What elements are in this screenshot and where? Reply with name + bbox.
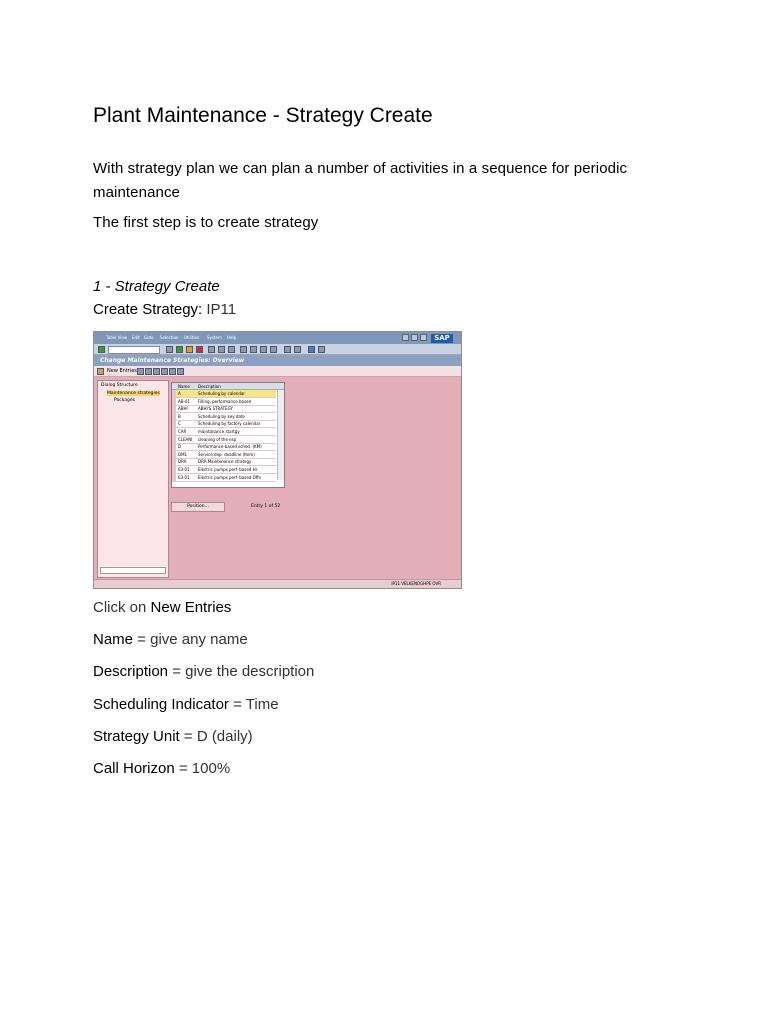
- help-icon[interactable]: [308, 346, 315, 353]
- copy-icon[interactable]: [137, 368, 144, 375]
- tcode: IP11: [202, 301, 237, 318]
- cell-name: AB-01: [178, 398, 191, 404]
- command-field[interactable]: [108, 346, 160, 354]
- new-entries-ref: New Entries: [150, 599, 232, 616]
- position-button[interactable]: Position...: [171, 502, 225, 512]
- screen-title: Change Maintenance Strategies: Overview: [100, 357, 245, 364]
- row-selector[interactable]: [172, 428, 176, 435]
- cell-description: Scheduling by calendar: [198, 391, 245, 396]
- cell-description: cleaning of the esp: [198, 436, 237, 442]
- row-selector[interactable]: [172, 443, 176, 450]
- page-title: Plant Maintenance - Strategy Create: [93, 104, 433, 127]
- field-line: [93, 760, 230, 777]
- exit-icon[interactable]: [186, 346, 193, 353]
- cell-description: Scheduling by factory calendar: [198, 421, 261, 427]
- click-prefix: Click on: [93, 599, 151, 616]
- field-value: = give the description: [168, 663, 315, 681]
- tree-title: Dialog Structure: [101, 383, 138, 388]
- menu-system[interactable]: System: [207, 335, 222, 340]
- select-block-icon[interactable]: [169, 368, 176, 375]
- sap-title-bar: [94, 355, 461, 366]
- select-all-icon[interactable]: [161, 368, 168, 375]
- menu-table-view[interactable]: Table View: [106, 335, 128, 340]
- field-value: = D (daily): [179, 727, 253, 745]
- tree-item-maintenance-strategies[interactable]: Maintenance strategies: [107, 391, 160, 396]
- find-icon[interactable]: [218, 346, 225, 353]
- cell-description: Electric pumps perf. based Hr: [198, 467, 258, 472]
- field-label: Name: [93, 631, 134, 648]
- row-selector[interactable]: [172, 451, 176, 458]
- field-label: Scheduling Indicator: [93, 695, 229, 713]
- field-value: = give any name: [133, 631, 248, 648]
- sap-application-toolbar: [94, 366, 461, 377]
- find-next-icon[interactable]: [228, 346, 235, 353]
- dialog-structure-tree: [97, 380, 169, 578]
- table-header: [172, 383, 284, 390]
- cell-description: maintanance startgy: [198, 429, 240, 434]
- save-icon[interactable]: [166, 346, 173, 353]
- field-line: [93, 663, 314, 680]
- cell-description: DRA Maintenance strategy: [198, 459, 252, 465]
- print-icon[interactable]: [208, 346, 215, 353]
- click-instruction: [93, 599, 231, 616]
- tree-item-packages[interactable]: Packages: [114, 398, 135, 403]
- field-value: = Time: [228, 695, 279, 713]
- previous-page-icon[interactable]: [250, 346, 257, 353]
- column-description[interactable]: Description: [198, 384, 221, 389]
- cell-name: DRA: [178, 459, 187, 465]
- maximize-icon[interactable]: [411, 334, 418, 341]
- cell-description: Filling, performance based: [198, 398, 252, 404]
- field-label: Strategy Unit: [93, 727, 180, 745]
- sap-status-bar: [94, 579, 461, 588]
- column-name[interactable]: Name: [178, 384, 190, 389]
- intro-line-2: maintenance: [93, 184, 180, 201]
- last-page-icon[interactable]: [270, 346, 277, 353]
- cancel-icon[interactable]: [196, 346, 203, 353]
- deselect-all-icon[interactable]: [177, 368, 184, 375]
- row-selector[interactable]: [172, 413, 176, 420]
- field-label: Call Horizon: [93, 760, 175, 778]
- menu-utilities[interactable]: Utilities: [184, 335, 200, 340]
- cell-description: Performance-based sched. (KM): [198, 444, 262, 450]
- status-text: IP11 VELKENOGHPE OVR: [391, 581, 441, 586]
- undo-icon[interactable]: [153, 368, 160, 375]
- back-icon[interactable]: [176, 346, 183, 353]
- create-strategy-line: [93, 301, 236, 318]
- row-selector[interactable]: [172, 458, 176, 465]
- cell-description: ABHI'S STRATEGY: [198, 406, 233, 412]
- layout-icon[interactable]: [318, 346, 325, 353]
- shortcut-icon[interactable]: [294, 346, 301, 353]
- cell-name: E3-01: [178, 474, 190, 480]
- create-strategy-label: Create Strategy:: [93, 301, 203, 318]
- delete-icon[interactable]: [145, 368, 152, 375]
- field-value: = 100%: [174, 760, 231, 778]
- table-scrollbar[interactable]: [277, 390, 284, 480]
- row-selector[interactable]: [172, 420, 176, 427]
- intro-paragraph: [93, 157, 693, 205]
- strategy-table: [171, 382, 285, 488]
- minimize-icon[interactable]: [402, 334, 409, 341]
- table-row[interactable]: [172, 474, 276, 482]
- first-page-icon[interactable]: [240, 346, 247, 353]
- row-selector[interactable]: [172, 390, 176, 397]
- cell-description: Scheduling by key date: [198, 413, 245, 419]
- sap-screenshot: [93, 331, 462, 589]
- cell-name: E3-01: [178, 467, 190, 472]
- field-label: Description: [93, 663, 169, 681]
- menu-goto[interactable]: Goto: [144, 335, 154, 340]
- section-heading: 1 - Strategy Create: [93, 278, 220, 295]
- cell-name: B: [178, 413, 181, 419]
- row-selector[interactable]: [172, 436, 176, 443]
- row-selector[interactable]: [172, 405, 176, 412]
- cell-name: CLEANI: [178, 436, 193, 442]
- next-page-icon[interactable]: [260, 346, 267, 353]
- tree-scrollbar[interactable]: [100, 567, 166, 574]
- field-line: [93, 631, 248, 648]
- first-step-text: The first step is to create strategy: [93, 214, 319, 231]
- cell-name: DM1: [178, 451, 188, 457]
- new-session-icon[interactable]: [284, 346, 291, 353]
- sap-logo: SAP: [431, 334, 453, 343]
- intro-line-1: With strategy plan we can plan a number of activities in a sequence for periodic: [93, 160, 628, 177]
- row-selector[interactable]: [172, 474, 176, 481]
- cell-description: Service dep. deadline (Item): [198, 451, 255, 457]
- cell-name: C: [178, 421, 181, 427]
- cell-name: ABHI: [178, 406, 188, 412]
- field-line: [93, 728, 253, 745]
- sap-standard-toolbar: [94, 344, 461, 355]
- cell-name: A: [178, 391, 181, 396]
- menu-help[interactable]: Help: [227, 335, 237, 340]
- field-line: [93, 696, 279, 713]
- sap-menu-bar: [94, 332, 461, 344]
- row-selector[interactable]: [172, 398, 176, 405]
- change-display-icon[interactable]: [97, 368, 104, 375]
- cell-name: CAR: [178, 429, 187, 434]
- close-icon[interactable]: [420, 334, 427, 341]
- cell-name: D: [178, 444, 182, 450]
- entry-counter: Entry 1 of 52: [251, 504, 281, 509]
- cell-description: Electric pumps perf. based Offn: [198, 474, 262, 480]
- row-selector[interactable]: [172, 466, 176, 473]
- menu-edit[interactable]: Edit: [132, 335, 140, 340]
- menu-selection[interactable]: Selection: [160, 335, 179, 340]
- enter-icon[interactable]: [98, 346, 105, 353]
- new-entries-button[interactable]: New Entries: [107, 368, 137, 374]
